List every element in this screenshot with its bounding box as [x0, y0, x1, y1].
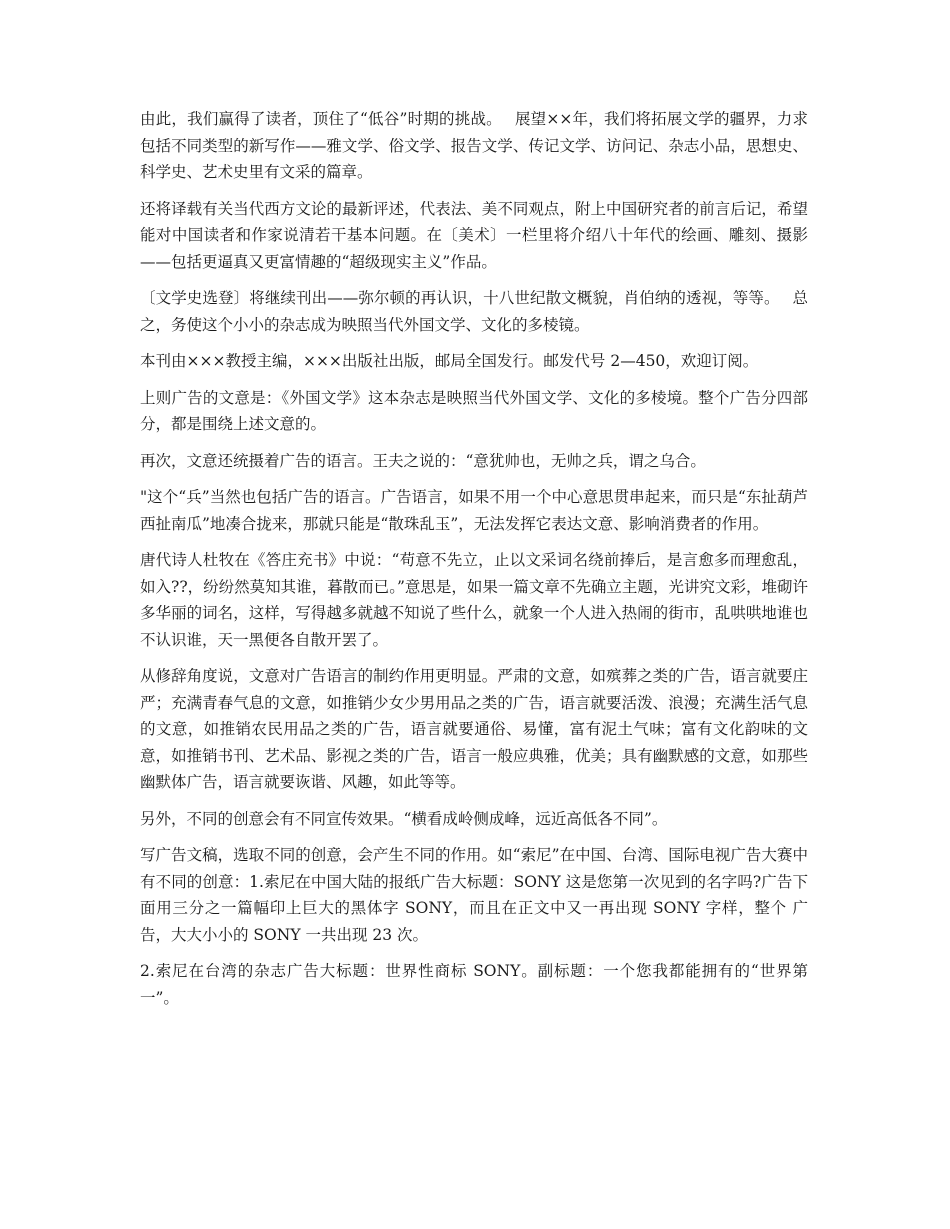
document-page [140, 106, 808, 1021]
paragraph-2: 还将译载有关当代西方文论的最新评述，代表法、美不同观点，附上中国研究者的前言后记，希望能对中国读者和作家说清若干基本问题。在〔美术〕一栏里将介绍八十年代的绘画、雕刻、摄影——包括更逼真又更富情趣的“超级现实主义”作品。 [140, 199, 808, 271]
paragraph-8: 唐代诗人杜牧在《答庄充书》中说：“苟意不先立，止以文采词名绕前捧后，是言愈多而理愈乱，如入??，纷纷然莫知其谁，暮散而已。”意思是，如果一篇文章不先确立主题，光讲究文彩，堆砌许多华丽的词名，这样，写得越多就越不知说了些什么，就象一个人进入热闹的街市，乱哄哄地谁也不认识谁，天一黑便各自散开罢了。 [140, 551, 808, 649]
paragraph-1: 由此，我们赢得了读者，顶住了“低谷”时期的挑战。 展望××年，我们将拓展文学的疆界，力求包括不同类型的新写作——雅文学、俗文学、报告文学、传记文学、访问记、杂志小品，思想史、科学史、艺术史里有文采的篇章。 [140, 110, 808, 181]
paragraph-4: 本刊由×××教授主编，×××出版社出版，邮局全国发行。邮发代号 2—450，欢迎订阅。 [140, 352, 759, 370]
paragraph-12: 2.索尼在台湾的杂志广告大标题：世界性商标 SONY。副标题：一个您我都能拥有的“世界第一”。 [140, 962, 808, 1007]
paragraph-10: 另外，不同的创意会有不同宣传效果。“横看成岭侧成峰，远近高低各不同”。 [140, 809, 668, 828]
paragraph-7: "这个“兵”当然也包括广告的语言。广告语言，如果不用一个中心意思贯串起来，而只是“东扯葫芦西扯南瓜”地凑合拢来，那就只能是“散珠乱玉”，无法发挥它表达文意、影响消费者的作用。 [140, 488, 808, 533]
paragraph-5: 上则广告的文意是：《外国文学》这本杂志是映照当代外国文学、文化的多棱境。整个广告分四部分，都是围绕上述文意的。 [140, 388, 808, 433]
paragraph-11: 写广告文稿，选取不同的创意，会产生不同的作用。如“索尼”在中国、台湾、国际电视广告大赛中有不同的创意：1.索尼在中国大陆的报纸广告大标题：SONY 这是您第一次见到的名字吗?广告下面用三分之一篇幅印上巨大的黑体字 SONY，而且在正文中又一再出现 SONY 字样，整个 广告，大大小小的 SONY 一共出现 23 次。 [140, 846, 808, 944]
paragraph-6: 再次，文意还统摄着广告的语言。王夫之说的：“意犹帅也，无帅之兵，谓之乌合。 [140, 451, 706, 470]
paragraph-3: 〔文学史选登〕将继续刊出——弥尔顿的再认识，十八世纪散文概貌，肖伯纳的透视，等等。 总之，务使这个小小的杂志成为映照当代外国文学、文化的多棱镜。 [140, 289, 808, 334]
paragraph-9: 从修辞角度说，文意对广告语言的制约作用更明显。严肃的文意，如殡葬之类的广告，语言就要庄严；充满青春气息的文意，如推销少女少男用品之类的广告，语言就要活泼、浪漫；充满生活气息的文意，如推销农民用品之类的广告，语言就要通俗、易懂，富有泥土气味；富有文化韵味的文意，如推销书刊、艺术品、影视之类的广告，语言一般应典雅，优美；具有幽默感的文意，如那些幽默体广告，语言就要诙谐、风趣，如此等等。 [140, 667, 808, 791]
